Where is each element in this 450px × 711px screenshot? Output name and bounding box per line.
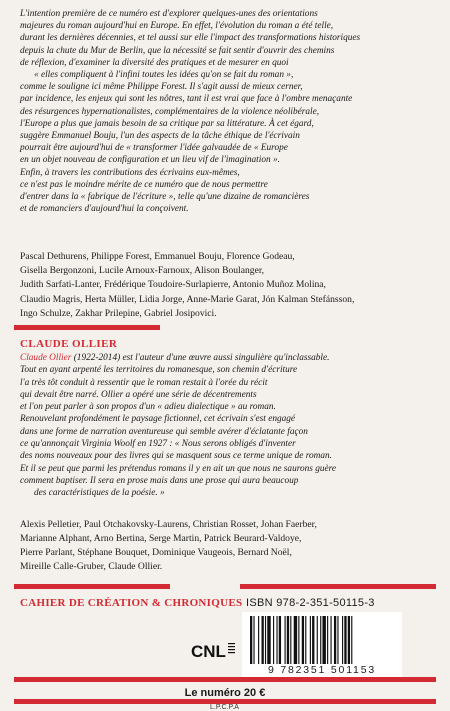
contributors-list xyxy=(20,250,438,321)
barcode-bar xyxy=(348,616,350,664)
intro-line: d'entrer dans la « fabrique de l'écriture », telle qu'une dizaine de romancières xyxy=(20,192,310,203)
intro-line: pourrait être aujourd'hui de « transformer l'idée galvaudée de « Europe xyxy=(20,143,288,154)
contributors-line: Judith Sarfati-Lanter, Frédérique Toudoire-Surlapierre, Antonio Muñoz Molina, xyxy=(20,279,326,291)
barcode-bar xyxy=(331,616,332,664)
red-divider xyxy=(14,584,170,589)
bottom-text: L.P.C.P.A xyxy=(210,704,239,711)
bio-first-rest: (1922-2014) est l'auteur d'une œuvre aussi singulière qu'inclassable. xyxy=(71,353,330,363)
barcode-bar xyxy=(253,616,254,664)
intro-line: Enfin, à travers les contributions des écrivains eux-mêmes, xyxy=(20,167,240,178)
barcode xyxy=(242,612,402,678)
contributors-line: Pascal Dethurens, Philippe Forest, Emmanuel Bouju, Florence Godeau, xyxy=(20,251,295,262)
bio-line: Tout en ayant arpenté les territoires du romanesque, son chemin d'écriture xyxy=(20,365,298,376)
barcode-bar xyxy=(265,616,266,664)
intro-line: des résurgences hypernationalistes, complémentaires de la violence néolibérale, xyxy=(20,106,320,117)
barcode-bar xyxy=(317,616,318,664)
barcode-bar xyxy=(279,616,281,664)
barcode-bar xyxy=(302,616,304,664)
cnl-logo xyxy=(190,637,238,665)
bio-line: ce qu'annonçait Virginia Woolf en 1927 : « Nous serons obligés d'inventer xyxy=(20,439,296,450)
bio-name: Claude Ollier xyxy=(20,353,72,363)
bio-line: dans une forme de narration aventureuse qui semble avérer d'éclatante façon xyxy=(20,426,308,437)
barcode-bar xyxy=(342,616,343,664)
barcode-bar xyxy=(276,616,277,664)
cnl-logo-text: CNL xyxy=(191,642,226,661)
barcode-bar xyxy=(262,616,264,664)
barcode-bar xyxy=(327,616,328,664)
barcode-bar xyxy=(273,616,274,664)
section-contributors-line: Pierre Parlant, Stéphane Bouquet, Dominique Vaugeois, Bernard Noël, xyxy=(20,547,292,559)
barcode-bar xyxy=(258,616,259,664)
red-divider xyxy=(14,677,436,682)
intro-line: par incidence, les enjeux qui sont les nôtres, tant il est vrai que face à l'ombre menaçante xyxy=(20,94,353,105)
barcode-bar xyxy=(320,616,321,664)
section-contributors xyxy=(20,518,438,574)
barcode-number: 9 782351 501153 xyxy=(268,664,376,676)
intro-line: L'intention première de ce numéro est d'explorer quelques-unes des orientations xyxy=(20,9,318,19)
intro-line: majeures du roman aujourd'hui en Europe. En effet, l'évolution du roman a été telle, xyxy=(20,21,334,32)
barcode-bar xyxy=(294,616,297,664)
intro-line: de réflexion, d'examiner la diversité des pratiques et de mesurer en quoi xyxy=(20,57,289,68)
red-divider xyxy=(240,584,436,589)
intro-line: depuis la chute du Mur de Berlin, que la nécessité se fait sentir d'ouvrir des chemins xyxy=(20,45,335,56)
intro-line: durant les dernières décennies, et tel aussi sur elle l'impact des transformations historiques xyxy=(20,33,361,44)
collection-title: CAHIER DE CRÉATION & CHRONIQUES xyxy=(20,597,243,609)
bio-line: comment baptiser. Il sera en prose mais dans une prose qui aura beaucoup xyxy=(20,475,299,486)
barcode-bar xyxy=(334,616,336,664)
section-contributors-line: Alexis Pelletier, Paul Otchakovsky-Laurens, Christian Rosset, Johan Faerber, xyxy=(20,519,317,530)
contributors-line: Gisella Bergonzoni, Lucile Arnoux-Farnoux, Alison Boulanger, xyxy=(20,265,265,277)
intro-line: comme le souligne ici même Philippe Forest. Il s'agit aussi de mieux cerner, xyxy=(20,82,303,93)
barcode-bar xyxy=(312,616,314,664)
barcode-bar xyxy=(322,616,325,664)
bio-line: l'a très tôt conduit à ressentir que le roman restait à l'orée du récit xyxy=(20,377,268,388)
intro-line: l'Europe a plus que jamais besoin de sa critique par sa littérature. À cet égard, xyxy=(20,118,314,129)
isbn-text: ISBN 978-2-351-50115-3 xyxy=(246,597,375,609)
bio-text xyxy=(20,352,438,500)
contributors-line: Claudio Magris, Herta Müller, Lidia Jorge, Anne-Marie Garat, Jón Kalman Stefánsson, xyxy=(20,293,355,305)
intro-line: en un objet nouveau de configuration et un lieu vif de l'imagination ». xyxy=(20,155,280,166)
bio-line: et l'on peut parler à son propos d'un « adieu dialectique » au roman. xyxy=(20,402,276,413)
intro-line: ce n'est pas le moindre mérite de ce numéro que de nous permettre xyxy=(20,179,268,190)
barcode-bar xyxy=(351,616,352,664)
section-contributors-line: Mireille Calle-Gruber, Claude Ollier. xyxy=(20,561,163,573)
barcode-bar xyxy=(290,616,291,664)
section-title: CLAUDE OLLIER xyxy=(20,338,118,350)
intro-line: suggère Emmanuel Bouju, l'un des aspects de la tâche éthique de l'écrivain xyxy=(20,131,300,142)
bio-line: Et il se peut que parmi les prétendus romans il y en ait un que nous ne saurons guère xyxy=(20,463,337,474)
bio-line xyxy=(20,352,438,364)
barcode-bar xyxy=(305,616,306,664)
barcode-bar xyxy=(344,616,346,664)
barcode-bar xyxy=(298,616,299,664)
barcode-bar xyxy=(267,616,270,664)
red-divider xyxy=(14,325,160,330)
barcode-bar xyxy=(250,616,252,664)
bio-line: des caractéristiques de la poésie. » xyxy=(34,488,165,499)
bio-line: Renouvelant profondément le paysage fictionnel, cet écrivain s'est engagé xyxy=(20,414,296,425)
contributors-line: Ingo Schulze, Zakhar Prilepine, Gabriel Josipovici. xyxy=(20,307,217,319)
bio-line: des noms nouveaux pour des livres qui se masquent sous ce terme unique de roman. xyxy=(20,451,332,462)
barcode-bar xyxy=(287,616,289,664)
barcode-bar xyxy=(310,616,311,664)
section-contributors-line: Marianne Alphant, Arno Bertina, Serge Martin, Patrick Beurard-Valdoye, xyxy=(20,533,302,545)
barcode-bars xyxy=(248,616,396,664)
barcode-bar xyxy=(285,616,286,664)
barcode-bar xyxy=(337,616,338,664)
price: Le numéro 20 € xyxy=(184,687,266,699)
intro-line: et de romanciers d'aujourd'hui la conçoivent. xyxy=(20,204,189,215)
intro-line: « elles compliquent à l'infini toutes les idées qu'on se fait du roman », xyxy=(34,70,294,81)
bio-line: qui devait être narré. Ollier a opéré une série de décentrements xyxy=(20,389,257,400)
intro-text xyxy=(20,8,438,215)
